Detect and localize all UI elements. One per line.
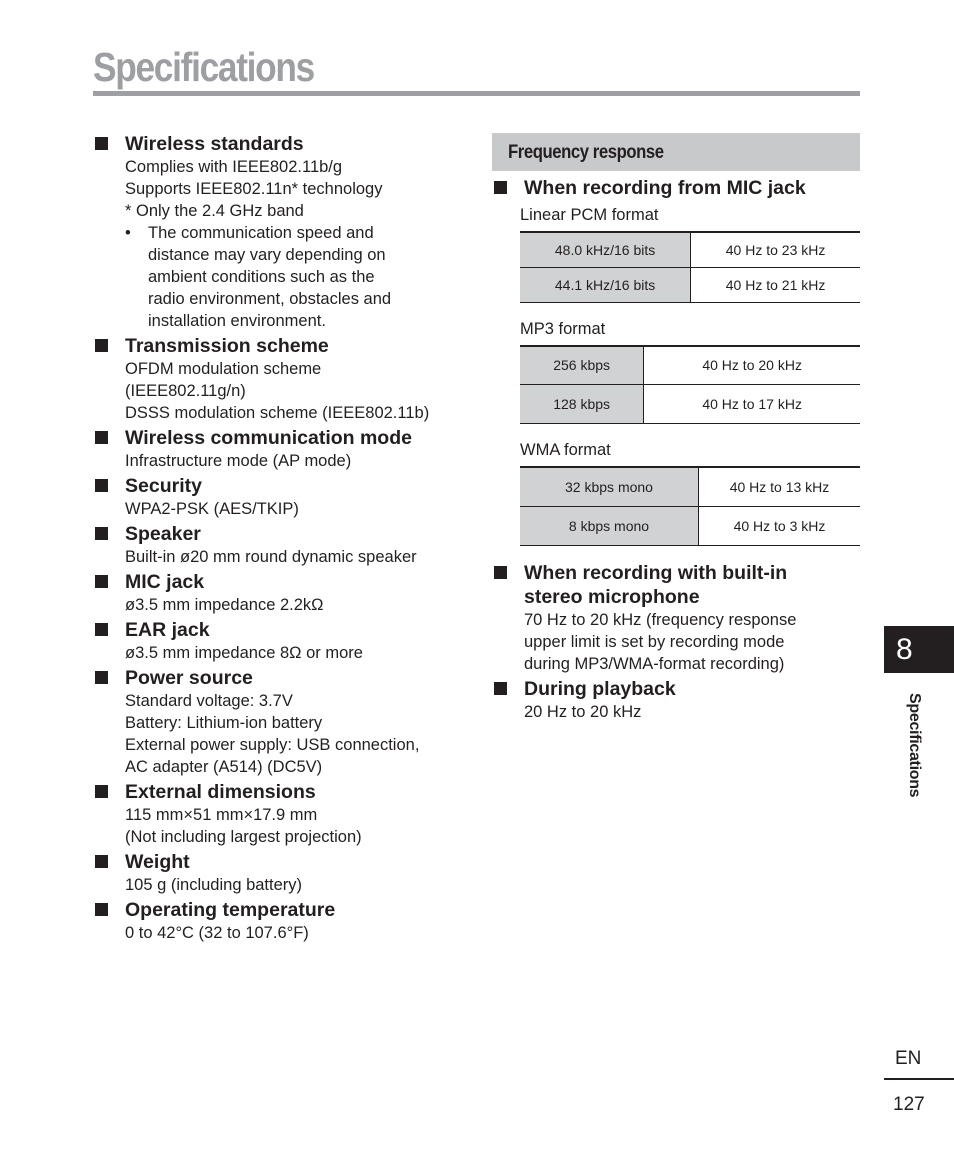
square-bullet-icon [95, 903, 108, 916]
page-number: 127 [893, 1094, 925, 1115]
section-power-source [93, 666, 468, 778]
table-cell: 128 kbps [520, 385, 644, 424]
table-row [520, 232, 860, 267]
body-line: ambient conditions such as the [148, 268, 375, 286]
section-heading: Security [125, 475, 202, 497]
section-weight [93, 850, 468, 896]
square-bullet-icon [95, 855, 108, 868]
body-line: Complies with IEEE802.11b/g [125, 158, 343, 176]
section-heading: When recording from MIC jack [524, 177, 806, 199]
section-external-dimensions [93, 780, 468, 848]
body-line: 70 Hz to 20 kHz (frequency response [524, 610, 797, 629]
body-line: during MP3/WMA-format recording) [524, 654, 785, 673]
square-bullet-icon [494, 566, 507, 579]
section-heading: Transmission scheme [125, 335, 329, 357]
table-row [520, 346, 860, 385]
square-bullet-icon [95, 431, 108, 444]
section-wireless-standards [93, 132, 468, 332]
table-cell: 44.1 kHz/16 bits [520, 267, 691, 302]
body-line: Infrastructure mode (AP mode) [125, 452, 352, 470]
body-line: Built-in ø20 mm round dynamic speaker [125, 548, 417, 566]
body-line: radio environment, obstacles and [148, 290, 392, 308]
section-heading: Power source [125, 667, 253, 689]
section-heading: During playback [524, 677, 676, 700]
table-cell: 40 Hz to 17 kHz [644, 385, 860, 424]
right-column [492, 133, 860, 723]
section-heading: Operating temperature [125, 899, 336, 921]
bullet-dot-icon: • [125, 224, 131, 242]
section-heading: External dimensions [125, 781, 316, 803]
format-label-pcm: Linear PCM format [520, 206, 659, 224]
side-chapter-label: Specifications [906, 693, 923, 798]
body-line: External power supply: USB connection, [125, 736, 420, 754]
section-operating-temperature [93, 898, 468, 944]
body-line: OFDM modulation scheme [125, 360, 322, 378]
body-line: upper limit is set by recording mode [524, 632, 785, 651]
footer-rule [884, 1078, 954, 1080]
square-bullet-icon [95, 137, 108, 150]
table-cell: 256 kbps [520, 346, 644, 385]
body-line: AC adapter (A514) (DC5V) [125, 758, 323, 776]
square-bullet-icon [95, 339, 108, 352]
wma-table [520, 466, 860, 546]
body-line: 115 mm×51 mm×17.9 mm [125, 806, 318, 824]
square-bullet-icon [95, 623, 108, 636]
section-heading: Wireless communication mode [125, 427, 412, 449]
section-transmission-scheme [93, 334, 468, 424]
table-row [520, 385, 860, 424]
body-line: ø3.5 mm impedance 8Ω or more [125, 644, 363, 662]
page-title: Specifications [93, 44, 315, 90]
section-heading: Weight [125, 851, 190, 873]
section-heading: EAR jack [125, 619, 210, 641]
body-line: Supports IEEE802.11n* technology [125, 180, 383, 198]
table-cell: 40 Hz to 20 kHz [644, 346, 860, 385]
body-line: distance may vary depending on [148, 246, 386, 264]
body-line: The communication speed and [148, 224, 374, 242]
table-cell: 40 Hz to 3 kHz [699, 506, 861, 545]
table-row [520, 506, 860, 545]
mp3-table [520, 345, 860, 425]
section-security [93, 474, 468, 520]
table-cell: 32 kbps mono [520, 467, 699, 506]
body-line: (Not including largest projection) [125, 828, 362, 846]
body-line: installation environment. [148, 312, 326, 330]
body-line: 0 to 42°C (32 to 107.6°F) [125, 924, 309, 942]
section-heading: stereo microphone [524, 585, 700, 608]
frequency-response-band: Frequency response [492, 133, 860, 171]
body-line: ø3.5 mm impedance 2.2kΩ [125, 596, 324, 614]
body-line: Battery: Lithium-ion battery [125, 714, 323, 732]
section-heading: Wireless standards [125, 133, 304, 155]
square-bullet-icon [95, 527, 108, 540]
table-cell: 48.0 kHz/16 bits [520, 232, 691, 267]
section-heading: When recording with built-in [524, 561, 788, 584]
section-speaker [93, 522, 468, 568]
body-line: * Only the 2.4 GHz band [125, 202, 304, 220]
section-heading: MIC jack [125, 571, 205, 593]
body-line: 20 Hz to 20 kHz [524, 702, 642, 721]
body-line: Standard voltage: 3.7V [125, 692, 293, 710]
table-cell: 8 kbps mono [520, 506, 699, 545]
section-wireless-mode [93, 426, 468, 472]
table-cell: 40 Hz to 23 kHz [691, 232, 860, 267]
body-line: WPA2-PSK (AES/TKIP) [125, 500, 299, 518]
format-label-wma: WMA format [520, 441, 611, 459]
square-bullet-icon [494, 682, 507, 695]
table-cell: 40 Hz to 21 kHz [691, 267, 860, 302]
section-mic-jack [93, 570, 468, 616]
table-row [520, 467, 860, 506]
chapter-tab: 8 [884, 626, 954, 673]
bullet-note [125, 222, 468, 332]
body-line: (IEEE802.11g/n) [125, 382, 246, 400]
format-label-mp3: MP3 format [520, 319, 606, 338]
left-column [93, 132, 468, 946]
body-line: DSSS modulation scheme (IEEE802.11b) [125, 404, 430, 422]
square-bullet-icon [95, 671, 108, 684]
pcm-table [520, 231, 860, 303]
square-bullet-icon [95, 785, 108, 798]
title-rule [93, 91, 860, 96]
language-label: EN [895, 1048, 922, 1069]
table-cell: 40 Hz to 13 kHz [699, 467, 861, 506]
section-ear-jack [93, 618, 468, 664]
square-bullet-icon [494, 181, 507, 194]
square-bullet-icon [95, 479, 108, 492]
section-heading: Speaker [125, 523, 201, 545]
body-line: 105 g (including battery) [125, 876, 303, 894]
table-row [520, 267, 860, 302]
square-bullet-icon [95, 575, 108, 588]
